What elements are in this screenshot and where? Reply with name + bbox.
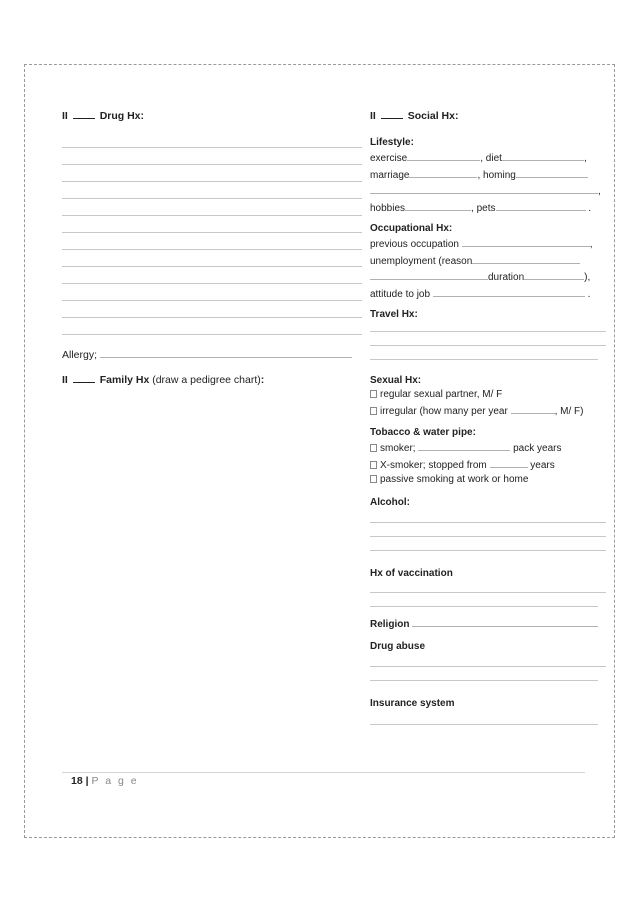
period: . (587, 288, 591, 300)
vaccination-line[interactable] (370, 592, 606, 593)
irregular-count-field[interactable] (511, 403, 555, 414)
family-hx-note: (draw a pedigree chart) (152, 373, 261, 386)
social-hx-heading (370, 109, 606, 123)
drug-hx-line[interactable] (62, 283, 362, 284)
duration-field[interactable] (524, 269, 584, 280)
alcohol-title: Alcohol: (370, 496, 410, 508)
page-number: 18 (71, 775, 83, 787)
passive-smoking-checkbox[interactable] (370, 475, 377, 483)
unemployment-field[interactable] (472, 253, 580, 264)
drug-hx-prefix: II (62, 110, 68, 122)
marriage-label: marriage (370, 169, 410, 181)
attitude-row (370, 286, 606, 303)
travel-hx-title: Travel Hx: (370, 309, 418, 320)
social-hx-prefix: II (370, 110, 376, 122)
alcohol-line[interactable] (370, 522, 606, 523)
previous-occupation-row (370, 236, 606, 253)
family-hx-title: Family Hx (99, 373, 150, 386)
regular-partner-row (370, 388, 606, 403)
regular-partner-checkbox[interactable] (370, 390, 377, 398)
family-hx-colon: : (260, 373, 265, 386)
smoker-label: smoker; (380, 443, 416, 454)
pets-label: , pets (471, 202, 496, 214)
homing-label: , homing (477, 169, 516, 181)
comma: , (598, 186, 601, 197)
unemployment-row (370, 253, 606, 270)
drug-hx-line[interactable] (62, 232, 362, 233)
comma: , (583, 153, 587, 164)
drug-hx-line[interactable] (62, 164, 362, 165)
irregular-label: irregular (how many per year (380, 405, 508, 417)
family-hx-heading (62, 373, 362, 387)
irregular-row (370, 403, 606, 420)
hobbies-label: hobbies (370, 202, 406, 214)
comma: , (589, 239, 593, 250)
drug-hx-line[interactable] (62, 147, 362, 148)
social-hx-checkmark-blank[interactable] (381, 109, 403, 119)
regular-partner-label: regular sexual partner, M/ F (380, 389, 503, 400)
smoker-row (370, 440, 606, 457)
marriage-row (370, 167, 606, 184)
travel-hx-line[interactable] (370, 331, 606, 332)
smoker-checkbox[interactable] (370, 444, 377, 452)
years-label: years (530, 459, 555, 471)
travel-hx-line[interactable] (370, 345, 606, 346)
travel-hx-line[interactable] (370, 359, 598, 360)
alcohol-line[interactable] (370, 550, 606, 551)
family-hx-checkmark-blank[interactable] (73, 373, 95, 383)
duration-label: duration (488, 272, 525, 283)
irregular-checkbox[interactable] (370, 407, 377, 415)
drug-hx-line[interactable] (62, 181, 362, 182)
page-label: P a g e (91, 775, 139, 787)
drug-hx-line[interactable] (62, 215, 362, 216)
reason-field[interactable] (370, 269, 488, 280)
allergy-field[interactable] (100, 347, 352, 358)
footer-rule (62, 772, 585, 773)
x-smoker-field[interactable] (490, 457, 528, 468)
allergy-row (62, 347, 362, 363)
pack-years-field[interactable] (418, 440, 510, 451)
family-hx-prefix: II (62, 373, 68, 386)
hobbies-field[interactable] (405, 200, 471, 211)
lifestyle-title: Lifestyle: (370, 137, 414, 148)
diet-label: , diet (480, 153, 502, 164)
exercise-label: exercise (370, 153, 408, 164)
exercise-field[interactable] (407, 150, 480, 161)
sexual-hx-title: Sexual Hx: (370, 375, 422, 386)
alcohol-line[interactable] (370, 536, 606, 537)
social-hx-title: Social Hx: (407, 110, 459, 122)
x-smoker-row (370, 457, 606, 474)
drug-hx-title: Drug Hx: (99, 110, 145, 122)
drug-hx-line[interactable] (62, 317, 362, 318)
lifestyle-extra-row (370, 183, 606, 200)
irregular-end-label: , M/ F) (554, 405, 584, 417)
occupational-title: Occupational Hx: (370, 223, 453, 234)
allergy-label: Allergy; (62, 349, 98, 361)
insurance-title: Insurance system (370, 698, 455, 709)
pets-field[interactable] (496, 200, 586, 211)
footer-separator: | (85, 775, 89, 787)
drug-hx-line[interactable] (62, 198, 362, 199)
attitude-field[interactable] (433, 286, 585, 297)
drug-hx-checkmark-blank[interactable] (73, 109, 95, 119)
passive-smoking-row (370, 473, 606, 488)
religion-row (370, 616, 606, 633)
drug-abuse-title: Drug abuse (370, 641, 426, 652)
drug-abuse-line[interactable] (370, 680, 598, 681)
insurance-line[interactable] (370, 724, 598, 725)
duration-row (370, 269, 606, 286)
page-footer (71, 775, 139, 787)
drug-hx-heading (62, 109, 362, 123)
drug-abuse-line[interactable] (370, 666, 606, 667)
marriage-field[interactable] (409, 167, 477, 178)
previous-occupation-label: previous occupation (370, 239, 459, 250)
right-column (370, 109, 606, 725)
vaccination-line[interactable] (370, 606, 598, 607)
religion-title: Religion (370, 618, 410, 630)
pack-years-label: pack years (513, 443, 562, 454)
left-column (62, 109, 362, 387)
drug-hx-line[interactable] (62, 249, 362, 250)
religion-field[interactable] (412, 616, 598, 627)
exercise-row (370, 150, 606, 167)
close-paren: ), (584, 272, 591, 283)
drug-hx-line[interactable] (62, 300, 362, 301)
homing-field[interactable] (516, 167, 588, 178)
tobacco-title: Tobacco & water pipe: (370, 427, 476, 438)
previous-occupation-field[interactable] (462, 236, 590, 247)
attitude-label: attitude to job (370, 288, 431, 300)
x-smoker-checkbox[interactable] (370, 461, 377, 469)
x-smoker-label: X-smoker; stopped from (380, 459, 487, 471)
vaccination-title: Hx of vaccination (370, 567, 453, 579)
drug-hx-line[interactable] (62, 334, 362, 335)
drug-hx-line[interactable] (62, 266, 362, 267)
lifestyle-extra-field[interactable] (370, 183, 598, 194)
hobbies-row (370, 200, 606, 217)
passive-smoking-label: passive smoking at work or home (380, 474, 529, 485)
diet-field[interactable] (502, 150, 584, 161)
unemployment-label: unemployment (reason (370, 255, 473, 267)
period: . (588, 202, 592, 214)
